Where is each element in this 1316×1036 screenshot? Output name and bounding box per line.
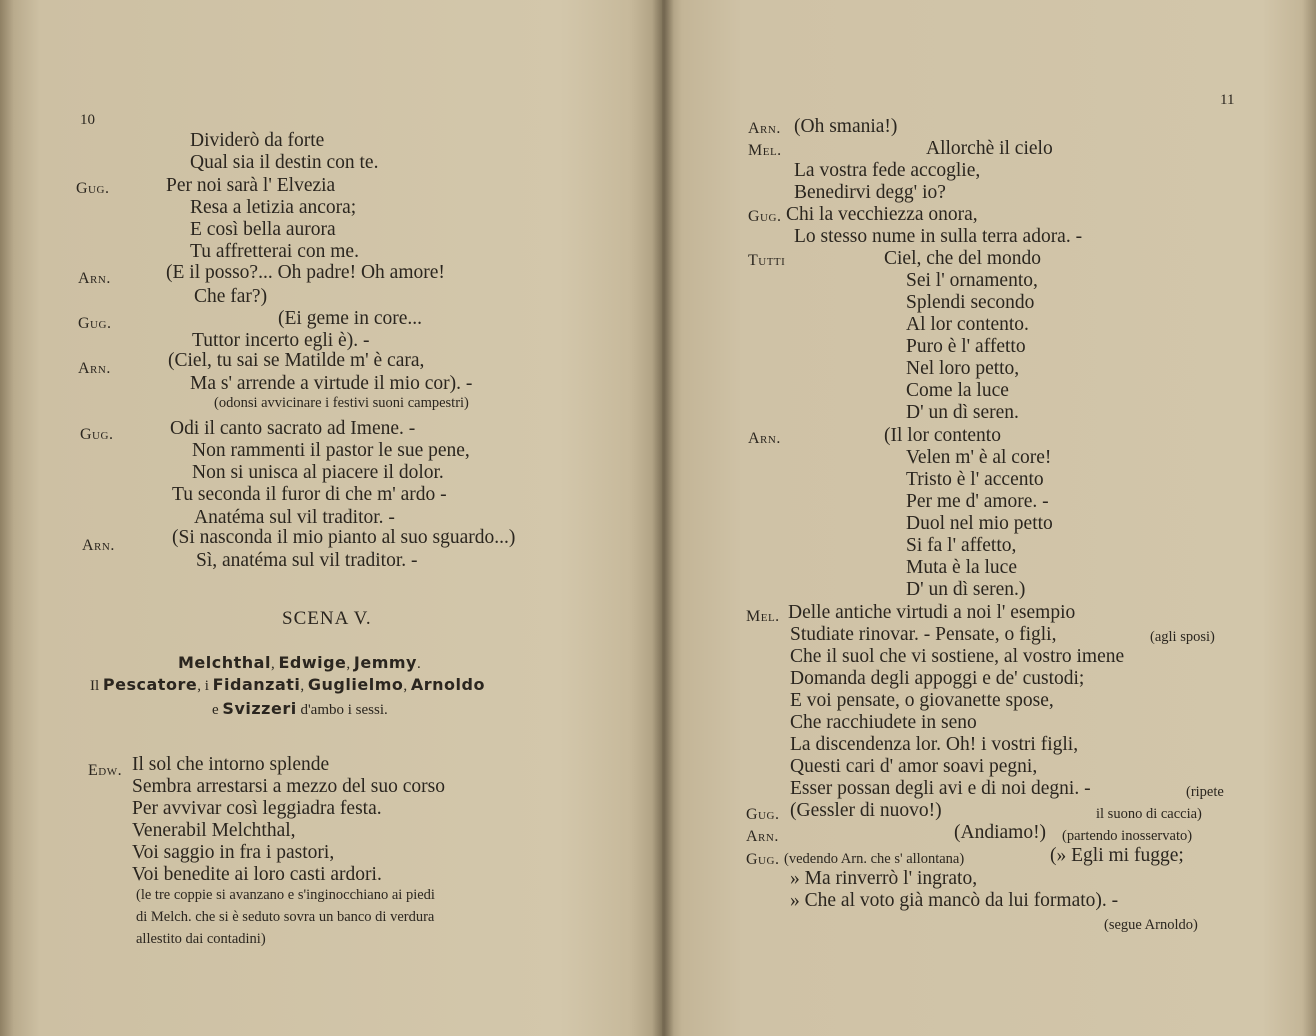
verse-line: Muta è la luce	[906, 557, 1017, 578]
verse-line: Domanda degli appoggi e de' custodi;	[790, 668, 1085, 689]
verse-line: Resa a letizia ancora;	[190, 197, 357, 218]
verse-line: Velen m' è al core!	[906, 447, 1052, 468]
verse-line: Ma s' arrende a virtude il mio cor). -	[190, 373, 473, 394]
verse-line: E voi pensate, o giovanette spose,	[790, 690, 1054, 711]
verse-line: Tu seconda il furor di che m' ardo -	[172, 484, 447, 505]
verse-line: (Gessler di nuovo!)	[790, 800, 942, 821]
stage-direction: (vedendo Arn. che s' allontana)	[784, 851, 965, 867]
speaker-label: Arn.	[748, 120, 781, 137]
verse-line: Sembra arrestarsi a mezzo del suo corso	[132, 776, 445, 797]
verse-line: Puro è l' affetto	[906, 336, 1026, 357]
verse-line: Si fa l' affetto,	[906, 535, 1017, 556]
verse-line: Benedirvi degg' io?	[794, 182, 946, 203]
verse-line: Voi benedite ai loro casti ardori.	[132, 864, 382, 885]
verse-line: La discendenza lor. Oh! i vostri figli,	[790, 734, 1079, 755]
verse-line: Studiate rinovar. - Pensate, o figli,	[790, 624, 1057, 645]
verse-line: Ciel, che del mondo	[884, 248, 1042, 269]
verse-line: Che racchiudete in seno	[790, 712, 977, 733]
stage-direction: (le tre coppie si avanzano e s'inginocchiano ai piedi	[136, 887, 435, 903]
verse-line: Odi il canto sacrato ad Imene. -	[170, 418, 416, 439]
verse-line: Per me d' amore. -	[906, 491, 1049, 512]
verse-line: La vostra fede accoglie,	[794, 160, 981, 181]
verse-line: Chi la vecchiezza onora,	[786, 204, 978, 225]
speaker-label: Gug.	[746, 806, 780, 823]
verse-line: Tristo è l' accento	[906, 469, 1044, 490]
verse-line: Per avvivar così leggiadra festa.	[132, 798, 382, 819]
verse-line: Tu affretterai con me.	[190, 241, 359, 262]
verse-line: » Che al voto già mancò da lui formato). -	[790, 890, 1119, 911]
verse-line: Duol nel mio petto	[906, 513, 1053, 534]
verse-line: Qual sia il destin con te.	[190, 152, 379, 173]
speaker-label: Arn.	[748, 430, 781, 447]
verse-line: Allorchè il cielo	[926, 138, 1053, 159]
verse-line: Sì, anatéma sul vil traditor. -	[196, 550, 418, 571]
stage-direction: (odonsi avvicinare i festivi suoni campestri)	[214, 395, 469, 411]
verse-line: Per noi sarà l' Elvezia	[166, 175, 336, 196]
speaker-label: Tutti	[748, 252, 786, 269]
verse-line: Che far?)	[194, 286, 268, 307]
verse-line: Anatéma sul vil traditor. -	[194, 507, 395, 528]
right-page	[662, 0, 1316, 1036]
verse-line: Come la luce	[906, 380, 1009, 401]
speaker-label: Gug.	[748, 208, 782, 225]
verse-line: Esser possan degli avi e di noi degni. -	[790, 778, 1091, 799]
verse-line: Tuttor incerto egli è). -	[192, 330, 370, 351]
cast-line-3: e Svizzeri d'ambo i sessi.	[212, 699, 388, 718]
verse-line: D' un dì seren.	[906, 402, 1019, 423]
verse-line: (Si nasconda il mio pianto al suo sguardo...)	[172, 527, 516, 548]
stage-direction: di Melch. che si è seduto sovra un banco di verdura	[136, 909, 435, 925]
verse-line: (Il lor contento	[884, 425, 1001, 446]
verse-line: Il sol che intorno splende	[132, 754, 330, 775]
verse-line: (Oh smania!)	[794, 116, 898, 137]
verse-line: Venerabil Melchthal,	[132, 820, 296, 841]
verse-line: Che il suol che vi sostiene, al vostro imene	[790, 646, 1125, 667]
cast-line-1: Melchthal, Edwige, Jemmy.	[178, 653, 421, 672]
speaker-label: Edw.	[88, 762, 123, 779]
stage-direction: allestito dai contadini)	[136, 931, 266, 947]
speaker-label: Gug.	[78, 315, 112, 332]
verse-line: Al lor contento.	[906, 314, 1029, 335]
speaker-label: Gug.	[746, 851, 780, 868]
stage-direction: (ripete	[1186, 784, 1224, 800]
verse-line: Questi cari d' amor soavi pegni,	[790, 756, 1038, 777]
stage-direction: (agli sposi)	[1150, 629, 1215, 645]
stage-direction: (segue Arnoldo)	[1104, 917, 1198, 933]
verse-line: » Ma rinverrò l' ingrato,	[790, 868, 978, 889]
verse-line: Dividerò da forte	[190, 130, 325, 151]
cast-line-2: Il Pescatore, i Fidanzati, Guglielmo, Arnoldo	[90, 675, 485, 694]
verse-line: Delle antiche virtudi a noi l' esempio	[788, 602, 1076, 623]
scene-title: SCENA V.	[282, 608, 372, 629]
verse-line: (Andiamo!)	[954, 822, 1047, 843]
speaker-label: Arn.	[82, 537, 115, 554]
verse-line: Lo stesso nume in sulla terra adora. -	[794, 226, 1083, 247]
speaker-label: Mel.	[748, 142, 782, 159]
page-number: 11	[1220, 92, 1235, 108]
stage-direction: il suono di caccia)	[1096, 806, 1202, 822]
verse-line: Voi saggio in fra i pastori,	[132, 842, 335, 863]
speaker-label: Gug.	[80, 426, 114, 443]
page-number: 10	[80, 112, 95, 128]
verse-line: E così bella aurora	[190, 219, 336, 240]
stage-direction: (partendo inosservato)	[1062, 828, 1193, 844]
speaker-label: Arn.	[78, 270, 111, 287]
verse-line: Non si unisca al piacere il dolor.	[192, 462, 444, 483]
verse-line: Non rammenti il pastor le sue pene,	[192, 440, 470, 461]
book-gutter	[652, 0, 674, 1036]
verse-line: (Ei geme in core...	[278, 308, 423, 329]
verse-line: Splendi secondo	[906, 292, 1035, 313]
speaker-label: Arn.	[78, 360, 111, 377]
speaker-label: Mel.	[746, 608, 780, 625]
verse-line: (E il posso?... Oh padre! Oh amore!	[166, 262, 445, 283]
verse-line: D' un dì seren.)	[906, 579, 1026, 600]
speaker-label: Arn.	[746, 828, 779, 845]
verse-line: (Ciel, tu sai se Matilde m' è cara,	[168, 350, 425, 371]
speaker-label: Gug.	[76, 180, 110, 197]
verse-line: (» Egli mi fugge;	[1050, 845, 1184, 866]
verse-line: Nel loro petto,	[906, 358, 1020, 379]
verse-line: Sei l' ornamento,	[906, 270, 1038, 291]
